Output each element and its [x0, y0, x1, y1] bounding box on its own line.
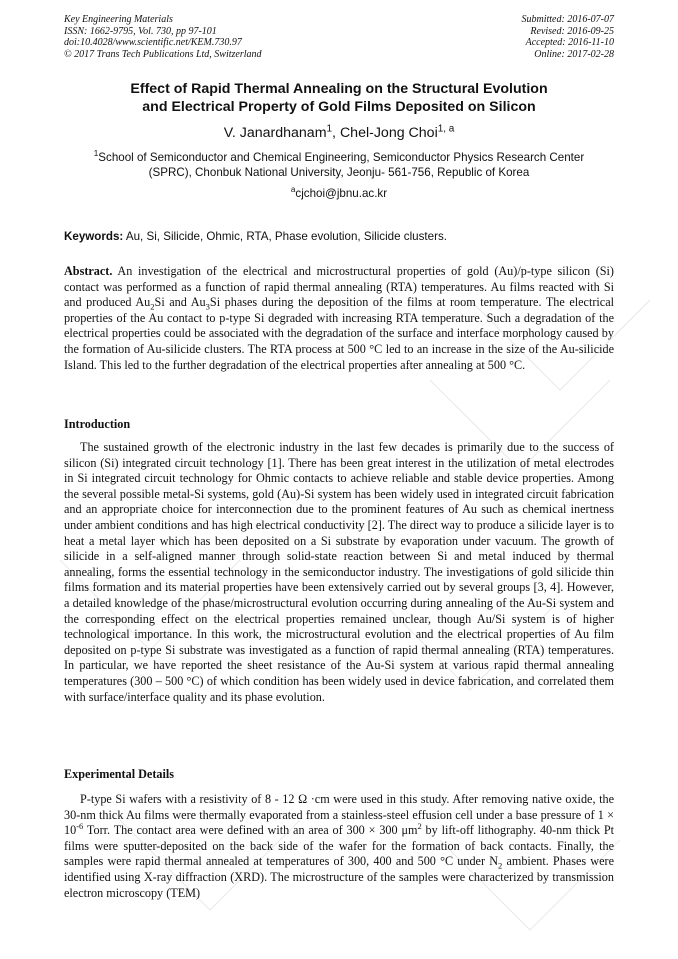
- abstract-text-1: An investigation of the electrical and microstructural properties of gold (Au)/p-type silicon (Si) contact was performed as a function of rapid thermal annealing (RTA) temperatures. Au films reacted with Si and produced Au: [64, 264, 614, 310]
- author-separator: ,: [332, 125, 340, 141]
- journal-info: [64, 14, 262, 60]
- revised-date: Revised: 2016-09-25: [530, 25, 614, 37]
- abstract: [64, 264, 614, 373]
- abstract-text-2: Si and Au: [154, 295, 206, 310]
- affiliation-mark: 1: [93, 149, 99, 159]
- experimental-sub-1: 2: [498, 860, 503, 871]
- abstract-sub-1: 2: [150, 301, 155, 312]
- affiliation-line-2: (SPRC), Chonbuk National University, Jeonju- 561-756, Republic of Korea: [148, 166, 530, 179]
- paper-title: [64, 80, 614, 116]
- contact-email: [64, 186, 614, 201]
- accepted-date: Accepted: 2016-11-10: [525, 37, 614, 48]
- experimental-sup-1: -6: [76, 821, 84, 832]
- title-line-1: Effect of Rapid Thermal Annealing on the Structural Evolution: [130, 81, 548, 97]
- author-2-affiliation-mark: 1, a: [437, 123, 455, 135]
- author-2: Chel-Jong Choi: [339, 125, 438, 141]
- keywords-label: Keywords:: [64, 230, 124, 243]
- submitted-date: Submitted: 2016-07-07: [521, 14, 614, 25]
- journal-name: Key Engineering Materials: [64, 14, 173, 25]
- experimental-sup-2: 2: [417, 821, 422, 832]
- keywords-list: Au, Si, Silicide, Ohmic, RTA, Phase evolution, Silicide clusters.: [123, 230, 447, 243]
- author-list: [64, 124, 614, 142]
- introduction-heading: Introduction: [64, 417, 131, 431]
- abstract-label: Abstract.: [64, 264, 113, 278]
- experimental-text-2: Torr. The contact area were defined with an area of 300 × 300 μm: [83, 823, 418, 838]
- experimental-heading: Experimental Details: [64, 767, 175, 781]
- experimental-text-3: by lift-off lithography. 40-nm thick Pt films were sputter-deposited on the back side of the wafer for the formation of back contacts. Finally, the samples were rapid thermal annealed at temperatures of 300, 400 and 500 °C under N: [64, 823, 614, 869]
- affiliation: [64, 150, 614, 180]
- doi: doi:10.4028/www.scientific.net/KEM.730.97: [64, 37, 242, 48]
- copyright: © 2017 Trans Tech Publications Ltd, Switzerland: [64, 48, 262, 60]
- publication-dates: [522, 14, 615, 60]
- author-1: V. Janardhanam: [223, 125, 327, 141]
- experimental-text-1: P-type Si wafers with a resistivity of 8 - 12 Ω ·cm were used in this study. After removing native oxide, the 30-nm thick Au films were thermally evaporated from a stainless-steel effusion cell under a base pressure of 1 × 10: [64, 792, 614, 838]
- author-1-affiliation-mark: 1: [326, 123, 333, 135]
- introduction-paragraph: The sustained growth of the electronic industry in the last few decades is primarily due to the success of silicon (Si) integrated circuit technology [1]. There has been great interest in the utilization of metal electrodes in Si integrated circuit technology for Ohmic contacts to achieve reliable and stable device properties. Among the several possible metal-Si systems, gold (Au)-Si system has been widely used in integrated circuit fabrication and an appropriate choice for interconnection due to the prominent features of Au such as chemical inertness under ambient conditions and has high electrical conductivity [2]. The direct way to produce a silicide layer is to heat a metal layer which has been deposited on a Si substrate by evaporation under vacuum. The growth of silicide in a self-aligned manner through solid-state reaction between Si and metal induced by thermal annealing, forms the essential technology in the semiconductor industry. The investigations of gold silicide thin films formation and its material properties have been extensively carried out by several groups [3, 4]. However, a detailed knowledge of the phase/microstructural evolution occurring during annealing of the Au-Si system and the corresponding effect on the electrical properties remained unclear, though Au/Si system is of higher technological importance. In this work, the microstructural evolution and the electrical properties of Au film deposited on p-type Si substrate was investigated as a function of rapid thermal annealing (RTA) temperatures. In particular, we have reported the sheet resistance of the Au-Si system at various rapid thermal annealing temperatures (300 – 500 °C) of which condition has been widely used in device fabrication, and correlated them with surface/interface quality and its phase evolution.: [64, 440, 614, 704]
- email-address: cjchoi@jbnu.ac.kr: [295, 187, 388, 200]
- issn: ISSN: 1662-9795, Vol. 730, pp 97-101: [64, 25, 217, 37]
- online-date: Online: 2017-02-28: [534, 48, 614, 60]
- experimental-paragraph: [64, 792, 614, 901]
- email-mark: a: [290, 185, 296, 195]
- abstract-sub-2: 3: [205, 301, 210, 312]
- title-line-2: and Electrical Property of Gold Films Deposited on Silicon: [142, 99, 536, 115]
- keywords: [64, 229, 614, 244]
- abstract-text-3: Si phases during the deposition of the films at room temperature. The electrical properties of the Au contact to p-type Si degraded with increasing RTA temperature. Such a degradation of the electrical properties could be associated with the degradation of the surface and interface morphology caused by the formation of Au-silicide clusters. The RTA process at 500 °C led to an increase in the size of the Au-silicide Island. This led to the further degradation of the electrical properties after annealing at 500 °C.: [64, 295, 614, 372]
- affiliation-line-1: School of Semiconductor and Chemical Engineering, Semiconductor Physics Research Center: [98, 151, 585, 164]
- experimental-text-4: ambient. Phases were identified using X-ray diffraction (XRD). The microstructure of the samples were characterized by transmission electron microscopy (TEM): [64, 854, 614, 900]
